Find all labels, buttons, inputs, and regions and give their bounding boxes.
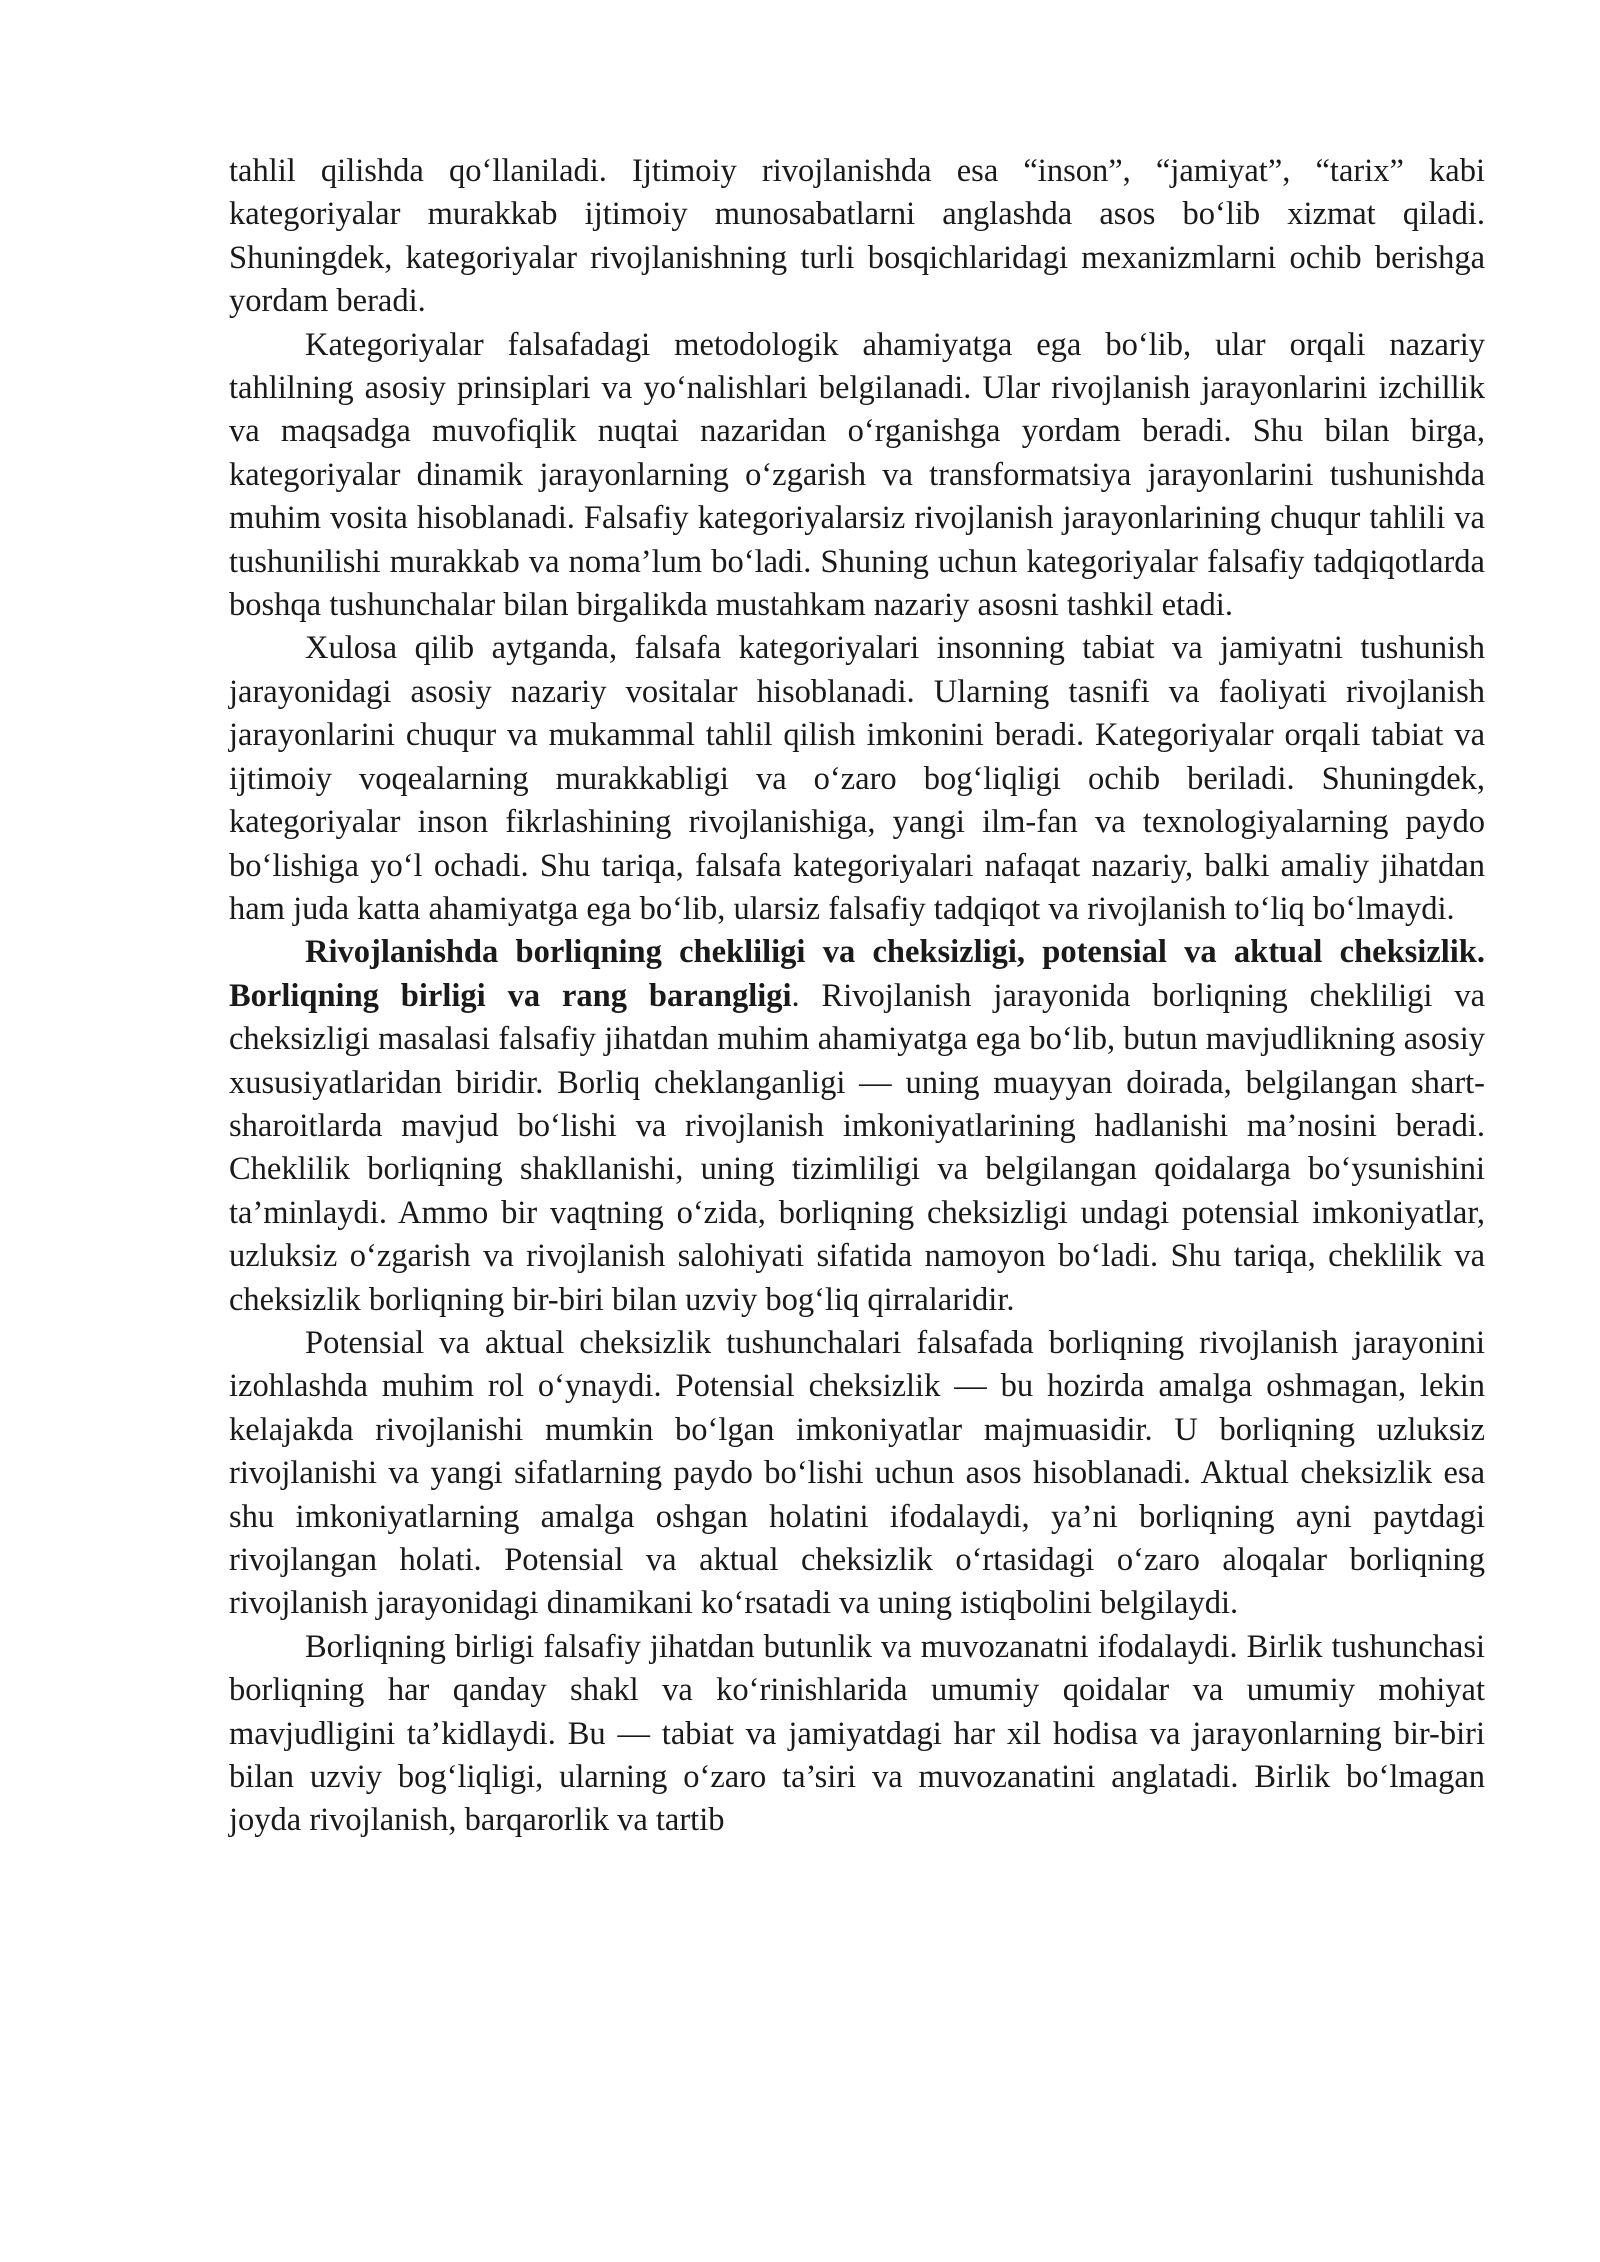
- paragraph-1: [229, 150, 1485, 324]
- paragraph-4-text: . Rivojlanish jarayonida borliqning chekliligi va cheksizligi masalasi falsafiy jihatdan muhim ahamiyatga ega bo‘lib, butun mavjudlikning asosiy xususiyatlaridan biridir. Borliq cheklanganligi — uning muayyan doirada, belgilangan shart-sharoitlarda mavjud bo‘lishi va rivojlanish imkoniyatlarining hadlanishi ma’nosini beradi. Cheklilik borliqning shakllanishi, uning tizimliligi va belgilangan qoidalarga bo‘ysunishini ta’minlaydi. Ammo bir vaqtning o‘zida, borliqning cheksizligi undagi potensial imkoniyatlar, uzluksiz o‘zgarish va rivojlanish salohiyati sifatida namoyon bo‘ladi. Shu tariqa, cheklilik va cheksizlik borliqning bir-biri bilan uzviy bog‘liq qirralaridir.: [229, 977, 1485, 1318]
- paragraph-3-text: Xulosa qilib aytganda, falsafa kategoriyalari insonning tabiat va jamiyatni tushunish jarayonidagi asosiy nazariy vositalar hisoblanadi. Ularning tasnifi va faoliyati rivojlanish jarayonlarini chuqur va mukammal tahlil qilish imkonini beradi. Kategoriyalar orqali tabiat va ijtimoiy voqealarning murakkabligi va o‘zaro bog‘liqligi ochib beriladi. Shuningdek, kategoriyalar inson fikrlashining rivojlanishiga, yangi ilm-fan va texnologiyalarning paydo bo‘lishiga yo‘l ochadi. Shu tariqa, falsafa kategoriyalari nafaqat nazariy, balki amaliy jihatdan ham juda katta ahamiyatga ega bo‘lib, ularsiz falsafiy tadqiqot va rivojlanish to‘liq bo‘lmaydi.: [229, 630, 1485, 927]
- paragraph-1-text: tahlil qilishda qo‘llaniladi. Ijtimoiy rivojlanishda esa “inson”, “jamiyat”, “tarix” kabi kategoriyalar murakkab ijtimoiy munosabatlarni anglashda asos bo‘lib xizmat qiladi. Shuningdek, kategoriyalar rivojlanishning turli bosqichlaridagi mexanizmlarni ochib berishga yordam beradi.: [229, 153, 1485, 320]
- paragraph-5-text: Potensial va aktual cheksizlik tushunchalari falsafada borliqning rivojlanish jarayonini izohlashda muhim rol o‘ynaydi. Potensial cheksizlik — bu hozirda amalga oshmagan, lekin kelajakda rivojlanishi mumkin bo‘lgan imkoniyatlar majmuasidir. U borliqning uzluksiz rivojlanishi va yangi sifatlarning paydo bo‘lishi uchun asos hisoblanadi. Aktual cheksizlik esa shu imkoniyatlarning amalga oshgan holatini ifodalaydi, ya’ni borliqning ayni paytdagi rivojlangan holati. Potensial va aktual cheksizlik o‘rtasidagi o‘zaro aloqalar borliqning rivojlanish jarayonidagi dinamikani ko‘rsatadi va uning istiqbolini belgilaydi.: [229, 1324, 1485, 1622]
- paragraph-6: [229, 1626, 1485, 1843]
- paragraph-6-text: Borliqning birligi falsafiy jihatdan butunlik va muvozanatni ifodalaydi. Birlik tushunchasi borliqning har qanday shakl va ko‘rinishlarida umumiy qoidalar va umumiy mohiyat mavjudligini ta’kidlaydi. Bu — tabiat va jamiyatdagi har xil hodisa va jarayonlarning bir-biri bilan uzviy bog‘liqligi, ularning o‘zaro ta’siri va muvozanatini anglatadi. Birlik bo‘lmagan joyda rivojlanish, barqarorlik va tartib: [229, 1628, 1485, 1839]
- section-heading: Rivojlanishda borliqning chekliligi va cheksizligi, potensial va aktual cheksizlik. Borliqning birligi va rang barangligi: [229, 934, 1485, 1014]
- paragraph-2: [229, 324, 1485, 628]
- paragraph-2-text: Kategoriyalar falsafadagi metodologik ahamiyatga ega bo‘lib, ular orqali nazariy tahlilning asosiy prinsiplari va yo‘nalishlari belgilanadi. Ular rivojlanish jarayonlarini izchillik va maqsadga muvofiqlik nuqtai nazaridan o‘rganishga yordam beradi. Shu bilan birga, kategoriyalar dinamik jarayonlarning o‘zgarish va transformatsiya jarayonlarini tushunishda muhim vosita hisoblanadi. Falsafiy kategoriyalarsiz rivojlanish jarayonlarining chuqur tahlili va tushunilishi murakkab va noma’lum bo‘ladi. Shuning uchun kategoriyalar falsafiy tadqiqotlarda boshqa tushunchalar bilan birgalikda mustahkam nazariy asosni tashkil etadi.: [229, 326, 1485, 624]
- paragraph-4: [229, 931, 1485, 1322]
- document-page: [229, 150, 1485, 1843]
- paragraph-5: [229, 1322, 1485, 1626]
- paragraph-3: [229, 627, 1485, 931]
